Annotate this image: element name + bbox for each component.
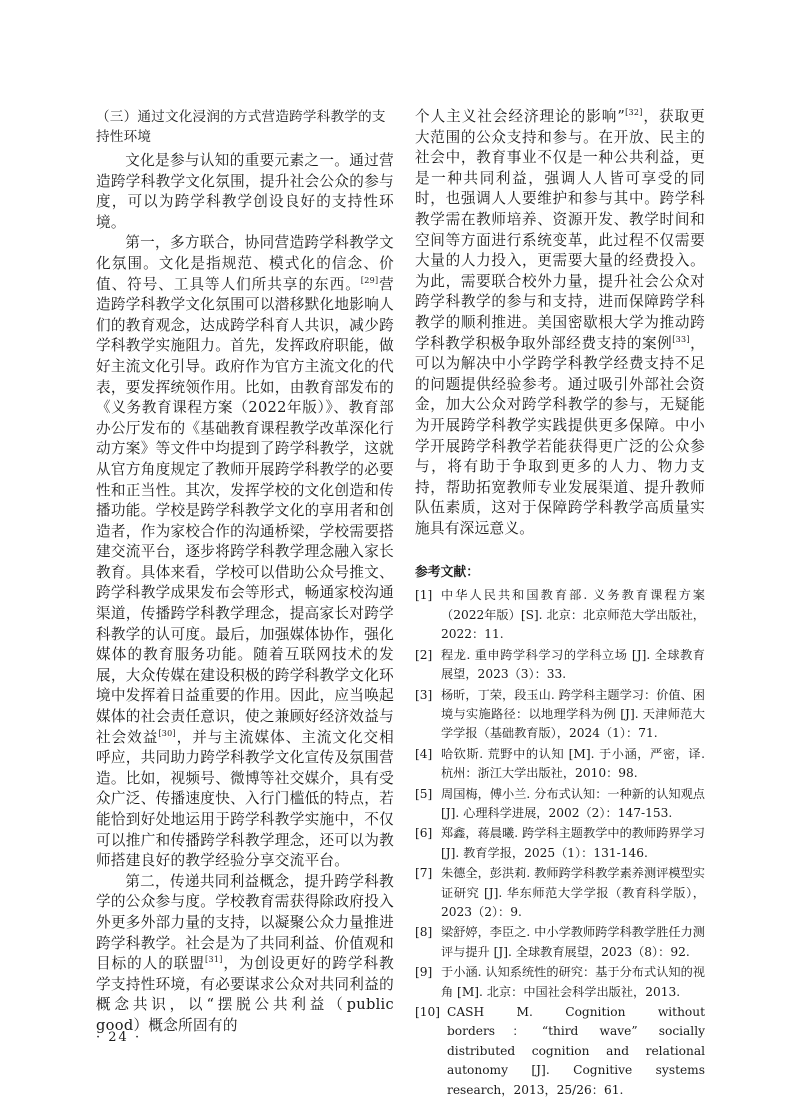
reference-number: [1]	[415, 588, 433, 603]
reference-item	[415, 785, 705, 824]
citation-marker: [32]	[625, 108, 643, 118]
section-heading: （三）通过文化浸润的方式营造跨学科教学的支持性环境	[96, 109, 386, 145]
reference-text: 周国梅，傅小兰. 分布式认知：一种新的认知观点 [J]. 心理科学进展，2002（2）：147-153.	[441, 786, 705, 820]
reference-item	[415, 864, 705, 922]
paragraph-text: ，为创设更好的跨学科教学支持性环境，有必要谋求公众对共同利益的概念共识，以“摆脱公共利益（public good）概念所固有的	[96, 955, 394, 1034]
reference-list	[415, 586, 705, 1100]
reference-text: 于小涵. 认知系统性的研究：基于分布式认知的视角 [M]. 北京：中国社会科学出版社，2013.	[441, 965, 705, 999]
paragraph	[96, 151, 394, 233]
reference-text: 朱德全，彭洪莉. 教师跨学科教学素养测评模型实证研究 [J]. 华东师范大学学报（教育科学版），2023（2）：9.	[441, 866, 705, 919]
reference-number: [4]	[415, 746, 433, 761]
paragraph	[96, 233, 394, 871]
reference-text: 杨昕，丁荣，段玉山. 跨学科主题学习：价值、困境与实施路径：以地理学科为例 [J]. 天津师范大学学报（基础教育版），2024（1）：71.	[441, 687, 705, 741]
reference-text: 郑鑫，蒋晨曦. 跨学科主题教学中的教师跨界学习 [J]. 教育学报，2025（1）：131-146.	[441, 826, 705, 860]
reference-number: [8]	[415, 925, 433, 940]
reference-number: [10]	[415, 1005, 441, 1019]
paragraph-text: ，可以为解决中小学跨学科教学经费支持不足的问题提供经验参考。通过吸引外部社会资金，加大公众对跨学科教学的参与，无疑能为开展跨学科教学实践提供更多保障。中小学开展跨学科教学若能获得更广泛的公众参与，将有助于争取到更多的人力、物力支持，帮助拓宽教师专业发展渠道、提升教师队伍素质，这对于保障跨学科教学高质量实施具有深远意义。	[415, 334, 705, 537]
references-title: 参考文献：	[415, 565, 479, 581]
citation-marker: [30]	[158, 728, 176, 738]
citation-marker: [29]	[360, 275, 379, 285]
reference-number: [2]	[415, 647, 433, 662]
citation-marker: [31]	[205, 955, 223, 965]
reference-item	[415, 824, 705, 863]
reference-number: [5]	[415, 786, 433, 801]
citation-marker: [33]	[672, 334, 690, 344]
reference-item	[415, 686, 705, 744]
reference-item	[415, 923, 705, 962]
paragraph-text: 个人主义社会经济理论的影响”	[415, 108, 626, 125]
reference-item	[415, 646, 705, 685]
paragraph-text: 第一，多方联合，协同营造跨学科教学文化氛围。文化是指规范、模式化的信念、价值、符号、工具等人们所共享的东西。	[96, 234, 394, 293]
reference-text: CASH M. Cognition without borders：“third wave” socially distributed cognition and relational autonomy [J]. Cognitive systems research，2013，25/26：61.	[447, 1005, 705, 1097]
paragraph-text: ，获取更大范围的公众支持和参与。在开放、民主的社会中，教育事业不仅是一种公共利益，更是一种共同利益，强调人人皆可享受的同时，也强调人人要维护和参与其中。跨学科教学需在教师培养、资源开发、教学时间和空间等方面进行系统变革，此过程不仅需要大量的人力投入，更需要大量的经费投入。为此，需要联合校外力量，提升社会公众对跨学科教学的参与和支持，进而保障跨学科教学的顺利推进。美国密歇根大学为推动跨学科教学积极争取外部经费支持的案例	[415, 108, 705, 352]
reference-item	[415, 963, 705, 1002]
paragraph	[415, 107, 705, 539]
right-column	[415, 107, 705, 1101]
paragraph-text: 文化是参与认知的重要元素之一。通过营造跨学科教学文化氛围，提升社会公众的参与度，可以为跨学科教学创设良好的支持性环境。	[96, 152, 394, 231]
paragraph-text: 营造跨学科教学文化氛围可以潜移默化地影响人们的教育观念，达成跨学科育人共识，减少跨学科教学实施阻力。首先，发挥政府职能，做好主流文化引导。政府作为官方主流文化的代表，要发挥统领作用。比如，由教育部发布的《义务教育课程方案（2022年版）》、教育部办公厅发布的《基础教育课程教学改革深化行动方案》等文件中均提到了跨学科教学，这就从官方角度规定了教师开展跨学科教学的必要性和正当性。其次，发挥学校的文化创造和传播功能。学校是跨学科教学文化的享用者和创造者，作为家校合作的沟通桥梁，学校需要搭建交流平台，逐步将跨学科教学理念融入家长教育。具体来看，学校可以借助公众号推文、跨学科教学成果发布会等形式，畅通家校沟通渠道，传播跨学科教学理念，提高家长对跨学科教学的认可度。最后，加强媒体协作，强化媒体的教育服务功能。随着互联网技术的发展，大众传媒在建设积极的跨学科教学文化环境中发挥着日益重要的作用。因此，应当唤起媒体的社会责任意识，使之兼顾好经济效益与社会效益	[96, 275, 394, 746]
reference-number: [3]	[415, 687, 433, 702]
reference-text: 程龙. 重申跨学科学习的学科立场 [J]. 全球教育展望，2023（3）：33.	[441, 647, 705, 682]
reference-text: 中华人民共和国教育部. 义务教育课程方案（2022年版）[S]. 北京：北京师范大学出版社，2022：11.	[441, 588, 705, 642]
reference-item	[415, 745, 705, 784]
page-number: · 24 ·	[96, 1030, 142, 1045]
left-column	[96, 107, 394, 1037]
reference-item	[415, 586, 705, 644]
reference-number: [7]	[415, 866, 433, 881]
paragraph	[96, 872, 394, 1037]
reference-text: 梁舒婷，李臣之. 中小学教师跨学科教学胜任力测评与提升 [J]. 全球教育展望，2023（8）：92.	[441, 925, 705, 959]
reference-item	[415, 1003, 705, 1100]
paragraph-text: ，并与主流媒体、主流文化交相呼应，共同助力跨学科教学文化宣传及氛围营造。比如，视频号、微博等社交媒介，具有受众广泛、传播速度快、入行门槛低的特点，若能恰到好处地运用于跨学科教学实施中，不仅可以推广和传播跨学科教学理念，还可以为教师搭建良好的教学经验分享交流平台。	[96, 728, 395, 870]
paragraph-text: 第二，传递共同利益概念，提升跨学科教学的公众参与度。学校教育需获得除政府投入外更多外部力量的支持，以凝聚公众力量推进跨学科教学。社会是为了共同利益、价值观和目标的人的联盟	[96, 872, 394, 973]
reference-number: [9]	[415, 965, 433, 980]
reference-text: 哈钦斯. 荒野中的认知 [M]. 于小涵，严密，译. 杭州：浙江大学出版社，2010：98.	[441, 746, 705, 781]
reference-number: [6]	[415, 826, 433, 841]
